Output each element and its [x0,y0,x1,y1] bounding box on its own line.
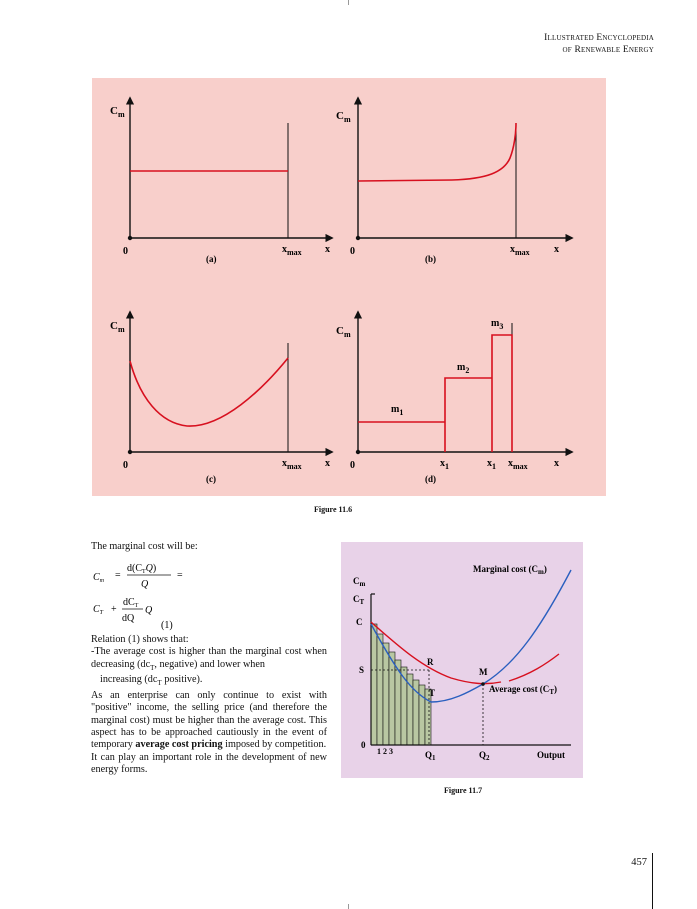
panel-d-tag: (d) [425,474,436,484]
crop-mark [348,0,349,5]
fig7-t-label: T [429,688,436,698]
fig7-origin: 0 [361,740,366,750]
panel-d-origin: 0 [350,460,355,471]
panel-b [336,98,572,264]
enterprise-paragraph: As an enterprise can only continue to exist with "positive" income, the selling price (and therefore the marginal cost) must be higher than the average cost. This aspect has to be approached cautiously in the event of temporary average cost pricing imposed by competition. [91,689,327,751]
fig7-cm-label: $C_m$ [353,576,366,588]
running-header [544,32,654,56]
fig7-s-label: S [359,665,365,675]
formula-number: (1) [161,620,173,631]
formula-equals: = [115,570,121,581]
panel-b-curve [358,123,516,181]
average-cost-curve-right [509,654,559,681]
page-rule [652,853,653,909]
figure-11-6 [92,78,606,496]
panel-c-tag: (c) [206,474,216,484]
crop-mark [348,904,349,909]
header-line-2: of Renewable Energy [562,45,654,55]
panel-d-step-m2: $m_2$ [457,362,470,375]
figure-11-7-graphics [341,542,583,778]
formula-denominator-1: Q [141,579,149,590]
panel-a [110,98,332,264]
panel-a-xmax: $x_{max}$ [282,244,302,257]
figure-11-7-caption: Figure 11.7 [444,786,483,795]
fig7-q1-label: $Q_1$ [425,750,436,762]
figure-11-6-graphics [92,78,606,496]
panel-a-origin: 0 [123,246,128,257]
formula-term: $C_T$ [93,604,104,616]
fig7-ct-label: $C_T$ [353,594,365,606]
formula-numerator-2: $dC_T$ [123,597,139,609]
cost-bars [371,624,431,745]
panel-b-xmax: $x_{max}$ [510,244,530,257]
panel-d-steps [358,335,512,452]
relation-line: Relation (1) shows that: [91,634,189,645]
panel-c-xmax: $x_{max}$ [282,458,302,471]
panel-a-xaxis-label: x [325,244,330,255]
marginal-cost-formula [91,560,211,636]
panel-d-xaxis-label: x [554,458,559,469]
fig7-step-numbers: 1 2 3 [377,747,393,756]
formula-equals-2: = [177,570,183,581]
panel-d-x1-second: $x_1$ [487,458,496,471]
panel-c-ylabel: $C_m$ [110,320,125,334]
panel-d-ylabel: $C_m$ [336,325,351,339]
panel-d-x1-first: $x_1$ [440,458,449,471]
bullet-line-b: increasing ($dc_T$ positive). [100,674,203,688]
panel-c-origin: 0 [123,460,128,471]
figure-11-7 [341,542,583,778]
formula-plus: + [111,604,117,615]
panel-c-curve [130,358,288,426]
panel-d-step-m1: $m_1$ [391,404,404,417]
panel-c [110,312,332,484]
body-paragraphs [91,634,327,777]
fig7-c-label: C [356,617,363,627]
formula-lhs: $C_m$ [93,572,105,584]
panel-b-xaxis-label: x [554,244,559,255]
bullet-line-a: -The average cost is higher than the marginal cost when decreasing ($dc_T$, negative) and lower when [91,646,327,672]
panel-b-origin: 0 [350,246,355,257]
header-line-1: Illustrated Encyclopedia [544,33,654,43]
panel-c-xaxis-label: x [325,458,330,469]
formula-denominator-2: dQ [122,613,135,624]
panel-a-ylabel: $C_m$ [110,105,125,119]
panel-a-tag: (a) [206,254,217,264]
average-cost-label: Average cost $(C_T)$ [489,684,557,696]
fig7-output-label: Output [537,750,566,760]
formula-tail: Q [145,605,153,616]
page-number: 457 [631,857,647,868]
fig7-q2-label: $Q_2$ [479,750,490,762]
panel-d-xmax: $x_{max}$ [508,458,528,471]
panel-b-tag: (b) [425,254,436,264]
fig7-r-label: R [427,657,434,667]
intro-line: The marginal cost will be: [91,541,198,552]
figure-11-6-caption: Figure 11.6 [314,505,353,514]
closing-paragraph: It can play an important role in the development of new energy forms. [91,751,327,776]
fig7-m-label: M [479,667,488,677]
panel-d-step-m3: $m_3$ [491,318,504,331]
panel-d [336,312,572,484]
panel-b-ylabel: $C_m$ [336,110,351,124]
marginal-cost-label: Marginal cost $(C_m)$ [473,564,547,576]
formula-numerator-1: $d(C_TQ)$ [127,563,157,575]
